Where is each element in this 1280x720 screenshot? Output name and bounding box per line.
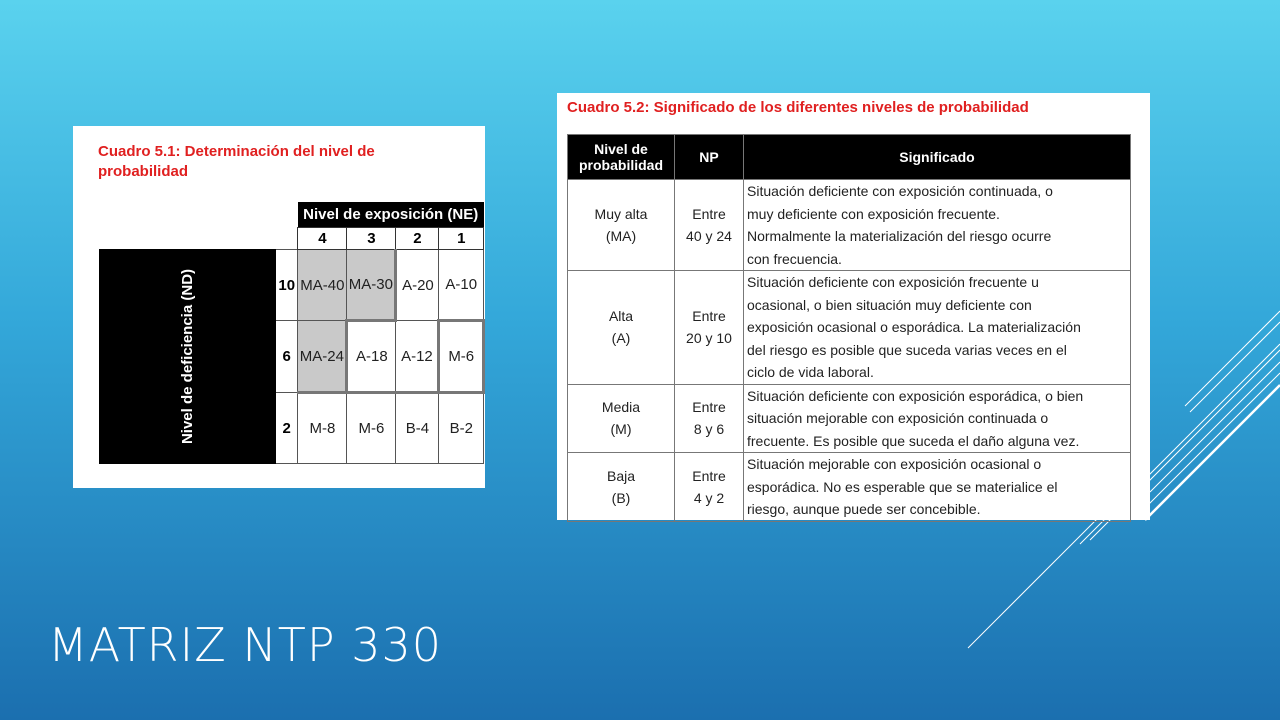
matrix-cell: M-8 [298,393,347,464]
ne-value: 1 [439,228,484,250]
header-np: NP [675,135,744,180]
table-row [568,453,1131,522]
nd-value: 6 [276,321,298,393]
level-cell: Baja (B) [568,453,675,522]
table1-caption: Cuadro 5.1: Determinación del nivel de probabilidad [98,143,375,180]
matrix-cell: M-6 [439,321,484,393]
matrix-cell: A-12 [396,321,439,393]
matrix-cell: A-18 [347,321,396,393]
nd-value: 2 [276,393,298,464]
level-cell: Alta (A) [568,271,675,385]
ne-value: 4 [298,228,347,250]
ne-header: Nivel de exposición (NE) [298,202,484,228]
probability-level-matrix [73,126,485,488]
meaning-cell: Situación deficiente con exposición frecuente u ocasional, o bien situación muy deficiente con exposición ocasional o esporádica. La materialización del riesgo es posible que suceda varias veces en el ciclo de vida laboral. [744,271,1131,385]
np-cell: Entre 20 y 10 [675,271,744,385]
matrix-cell: MA-40 [298,250,347,321]
matrix-cell: A-20 [396,250,439,321]
probability-meaning-table [567,134,1131,522]
meaning-cell: Situación mejorable con exposición ocasional o esporádica. No es esperable que se materialice el riesgo, aunque puede ser concebible. [744,453,1131,522]
level-cell: Media (M) [568,384,675,453]
matrix-cell: B-4 [396,393,439,464]
nd-value: 10 [276,250,298,321]
table-row [568,271,1131,385]
np-cell: Entre 40 y 24 [675,180,744,271]
level-cell: Muy alta (MA) [568,180,675,271]
header-meaning: Significado [744,135,1131,180]
nd-header: Nivel de deficiencia (ND) [100,250,276,464]
table-row [568,180,1131,271]
np-cell: Entre 8 y 6 [675,384,744,453]
np-cell: Entre 4 y 2 [675,453,744,522]
matrix-cell: B-2 [439,393,484,464]
probability-meaning-table-panel [557,93,1150,520]
matrix-table [99,202,485,464]
matrix-cell: M-6 [347,393,396,464]
ne-value: 2 [396,228,439,250]
table2-caption: Cuadro 5.2: Significado de los diferentes niveles de probabilidad [567,99,1029,116]
matrix-cell: MA-30 [347,250,396,321]
slide-title: MATRIZ NTP 330 [48,618,443,672]
matrix-cell: MA-24 [298,321,347,393]
matrix-cell: A-10 [439,250,484,321]
meaning-cell: Situación deficiente con exposición esporádica, o bien situación mejorable con exposición continuada o frecuente. Es posible que suceda el daño alguna vez. [744,384,1131,453]
meaning-cell: Situación deficiente con exposición continuada, o muy deficiente con exposición frecuente. Normalmente la materialización del riesgo ocurre con frecuencia. [744,180,1131,271]
ne-value: 3 [347,228,396,250]
table-row [568,384,1131,453]
header-level: Nivel de probabilidad [568,135,675,180]
